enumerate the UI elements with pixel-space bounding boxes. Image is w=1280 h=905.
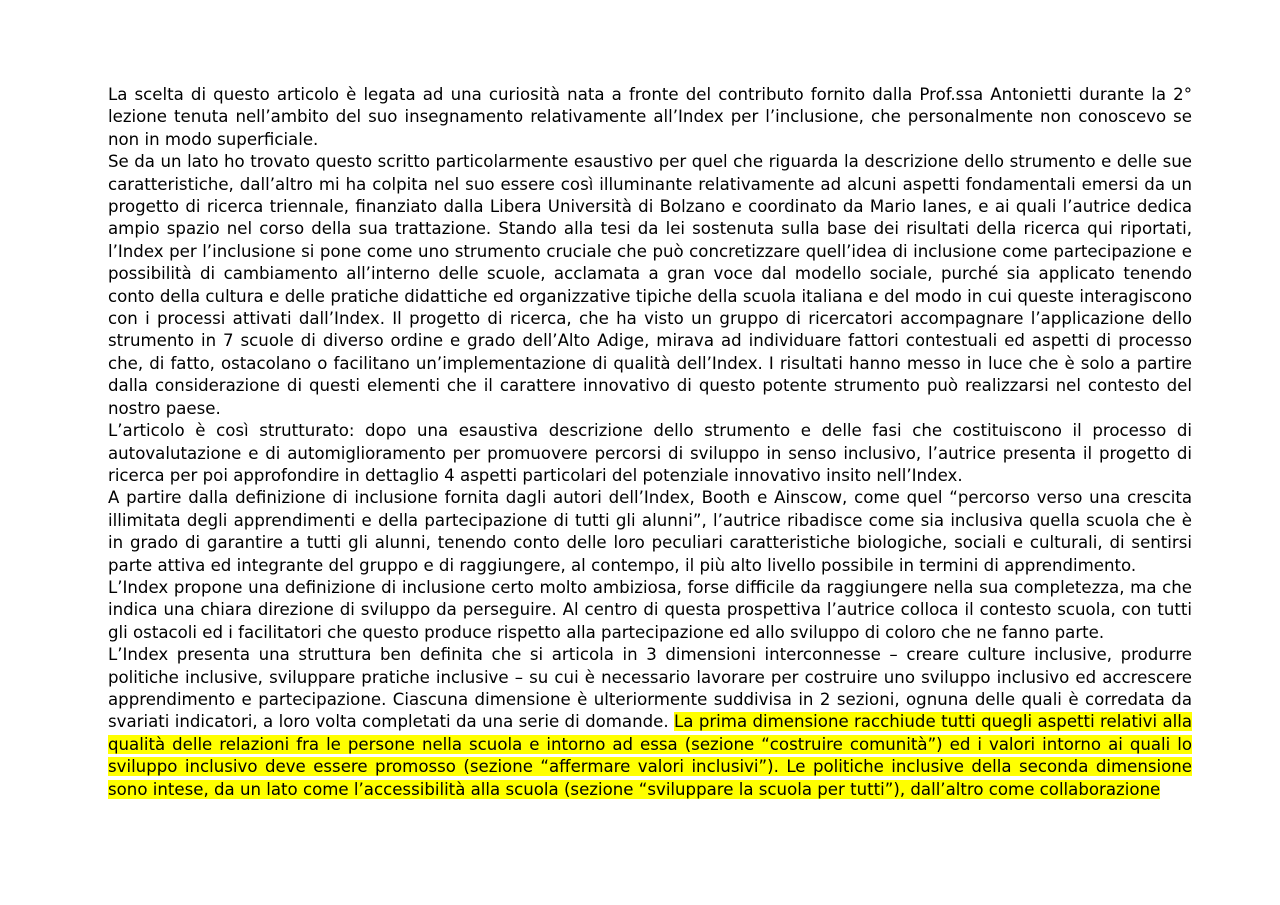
paragraph-intro: La scelta di questo articolo è legata ad una curiosità nata a fronte del contributo fornito dalla Prof.ssa Antonietti durante la 2° lezione tenuta nell’ambito del suo insegnamento relativamente all’Index per l’inclusione, che personalmente non conoscevo se non in modo superficiale. bbox=[108, 85, 1192, 149]
paragraph-index-proposal: L’Index propone una definizione di inclusione certo molto ambiziosa, forse difficile da raggiungere nella sua completezza, ma che indica una chiara direzione di sviluppo da perseguire. Al centro di questa prospettiva l’autrice colloca il contesto scuola, con tutti gli ostacoli ed i facilitatori che questo produce rispetto alla partecipazione ed allo sviluppo di coloro che ne fanno parte. bbox=[108, 577, 1192, 642]
paragraph-research-project: Se da un lato ho trovato questo scritto particolarmente esaustivo per quel che riguarda la descrizione dello strumento e delle sue caratteristiche, dall’altro mi ha colpita nel suo essere così illuminante relativamente ad alcuni aspetti fondamentali emersi da un progetto di ricerca triennale, finanziato dalla Libera Università di Bolzano e coordinato da Mario Ianes, e ai quali l’autrice dedica ampio spazio nel corso della sua trattazione. Stando alla tesi da lei sostenuta sulla base dei risultati della ricerca qui riportati, l’Index per l’inclusione si pone come uno strumento cruciale che può concretizzare quell’idea di inclusione come partecipazione e possibilità di cambiamento all’interno delle scuole, acclamata a gran voce dal modello sociale, purché sia applicato tenendo conto della cultura e delle pratiche didattiche ed organizzative tipiche della scuola italiana e del modo in cui queste interagiscono con i processi attivati dall’Index. Il progetto di ricerca, che ha visto un gruppo di ricercatori accompagnare l’applicazione dello strumento in 7 scuole di diverso ordine e grado dell’Alto Adige, mirava ad individuare fattori contestuali ed aspetti di processo che, di fatto, ostacolano o facilitano un’implementazione di qualità dell’Index. I risultati hanno messo in luce che è solo a partire dalla considerazione di questi elementi che il carattere innovativo di questo potente strumento può realizzarsi nel contesto del nostro paese. bbox=[108, 152, 1192, 418]
paragraph-inclusion-definition: A partire dalla definizione di inclusione fornita dagli autori dell’Index, Booth e Ainscow, come quel “percorso verso una crescita illimitata degli apprendimenti e della partecipazione di tutti gli alunni”, l’autrice ribadisce come sia inclusiva quella scuola che è in grado di garantire a tutti gli alunni, tenendo conto delle loro peculiari caratteristiche biologiche, sociali e culturali, di sentirsi parte attiva ed integrante del gruppo e di raggiungere, al contempo, il più alto livello possibile in termini di apprendimento. bbox=[108, 488, 1192, 575]
paragraph-plain-text: L’Index presenta una struttura ben definita che si articola in 3 dimensioni interconnesse – creare culture inclusive, produrre politiche inclusive, sviluppare pratiche inclusive – su cui è necessario lavorare per costruire uno sviluppo inclusivo ed accrescere apprendimento e partecipazione. Ciascuna dimensione è ulteriormente suddivisa in 2 sezioni, ognuna delle quali è corredata da svariati indicatori, a loro volta completati da una serie di domande. bbox=[108, 645, 1192, 732]
highlighted-text: La prima dimensione racchiude tutti quegli aspetti relativi alla qualità delle relazioni fra le persone nella scuola e intorno ad essa (sezione “costruire comunità”) ed i valori intorno ai quali lo sviluppo inclusivo deve essere promosso (sezione “affermare valori inclusivi”). Le politiche inclusive della seconda dimensione sono intese, da un lato come l’accessibilità alla scuola (sezione “sviluppare la scuola per tutti”), dall’altro come collaborazione bbox=[108, 712, 1192, 799]
paragraph-article-structure: L’articolo è così strutturato: dopo una esaustiva descrizione dello strumento e delle fasi che costituiscono il processo di autovalutazione e di automiglioramento per promuovere percorsi di sviluppo in senso inclusivo, l’autrice presenta il progetto di ricerca per poi approfondire in dettaglio 4 aspetti particolari del potenziale innovativo insito nell’Index. bbox=[108, 421, 1192, 485]
paragraph-index-structure bbox=[108, 644, 1192, 801]
document-page bbox=[108, 84, 1192, 801]
